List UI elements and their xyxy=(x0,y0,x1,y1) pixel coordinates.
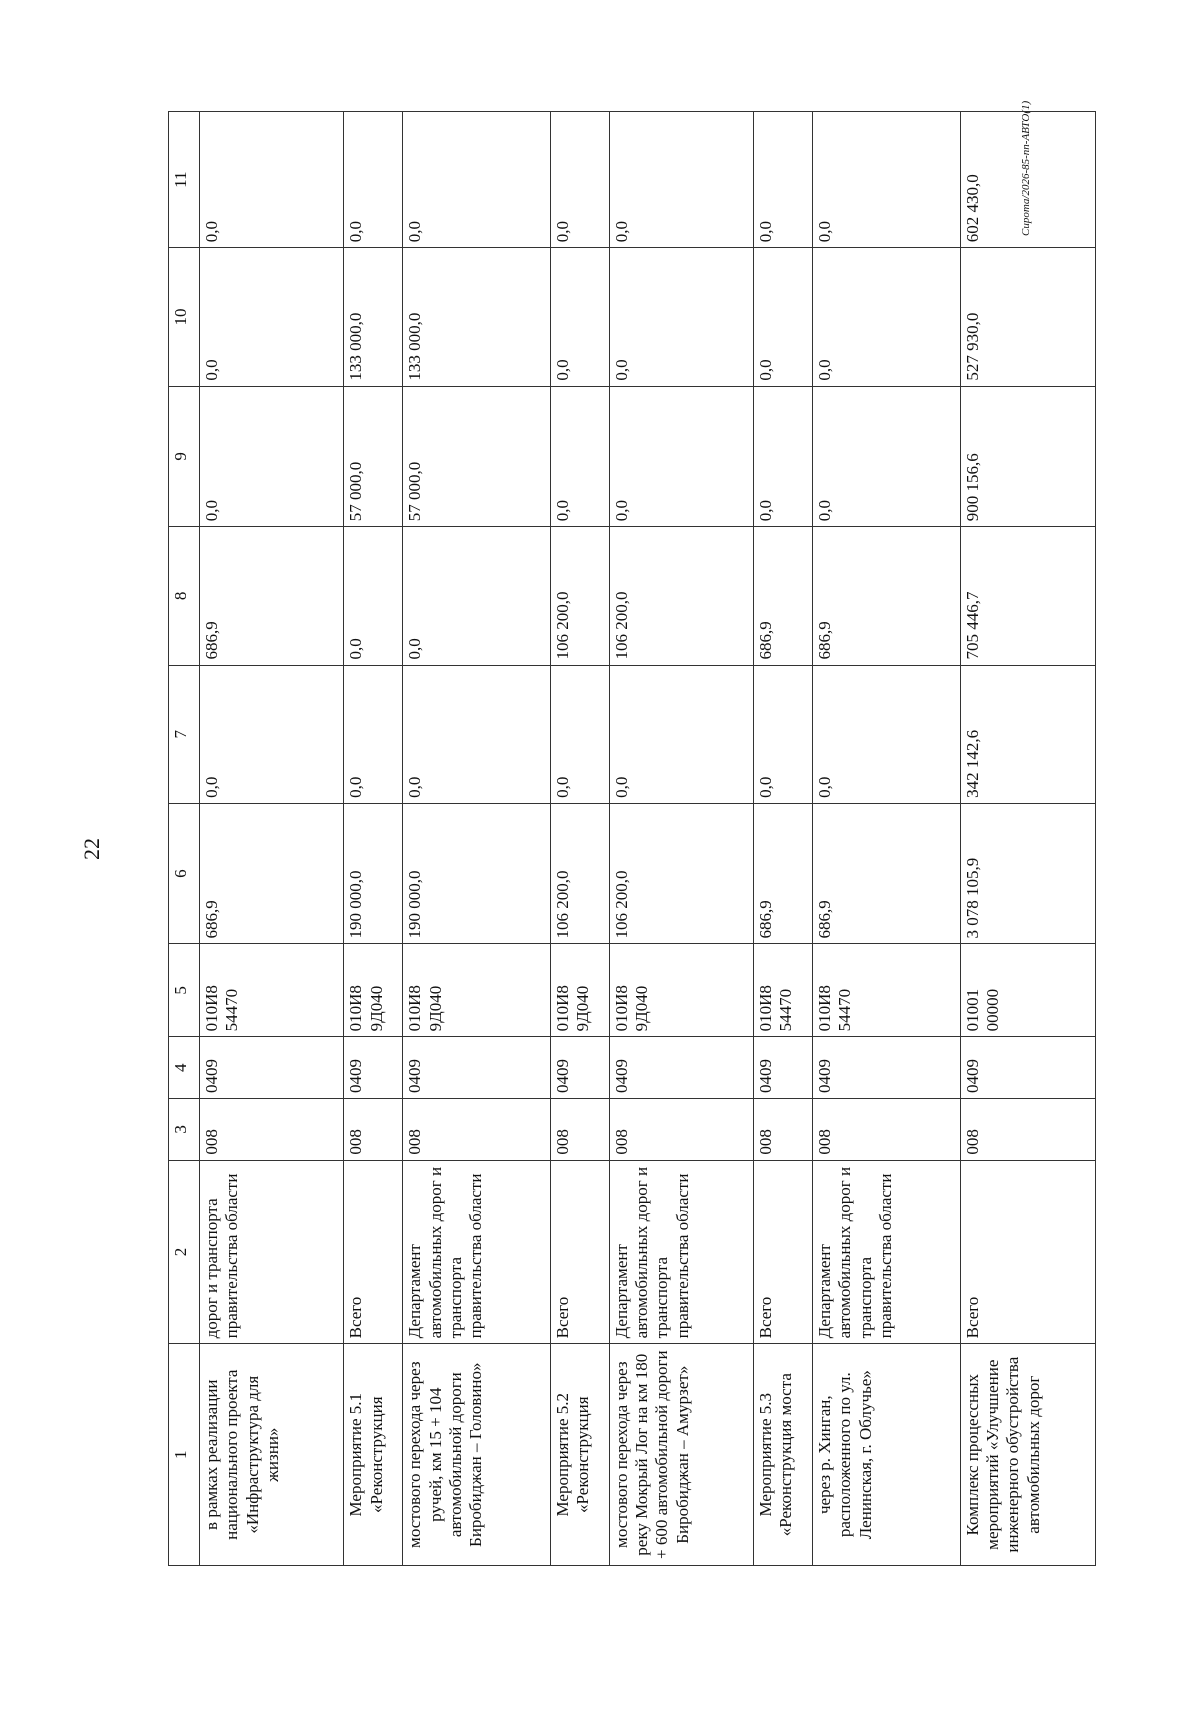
table-row xyxy=(960,112,1096,1566)
table-cell: 0409 xyxy=(960,1037,1096,1099)
budget-table-container xyxy=(168,111,1096,1566)
table-cell: 008 xyxy=(403,1099,551,1161)
table-cell: 900 156,6 xyxy=(960,386,1096,527)
table-cell: 0,0 xyxy=(200,665,344,803)
table-cell: 686,9 xyxy=(200,803,344,944)
table-cell: 0,0 xyxy=(812,386,960,527)
table-cell: 686,9 xyxy=(200,527,344,665)
table-cell: 0,0 xyxy=(550,112,609,248)
table-cell: 106 200,0 xyxy=(609,803,753,944)
table-cell: 010И8 9Д040 xyxy=(609,944,753,1037)
header-cell: 9 xyxy=(169,386,200,527)
table-cell: 57 000,0 xyxy=(403,386,551,527)
header-cell: 11 xyxy=(169,112,200,248)
table-cell: дорог и транспорта правительства области xyxy=(200,1160,344,1344)
table-cell: 008 xyxy=(609,1099,753,1161)
table-cell: 0409 xyxy=(754,1037,813,1099)
table-cell: 190 000,0 xyxy=(403,803,551,944)
table-cell: 106 200,0 xyxy=(609,527,753,665)
table-cell: 0,0 xyxy=(812,112,960,248)
header-cell: 2 xyxy=(169,1160,200,1344)
table-cell: Мероприятие 5.3 «Реконструкция моста xyxy=(754,1344,813,1566)
table-cell: 527 930,0 xyxy=(960,248,1096,386)
table-cell: в рамках реализации национального проекта «Инфраструктура для жизни» xyxy=(200,1344,344,1566)
table-cell: 010И8 9Д040 xyxy=(403,944,551,1037)
table-cell: 0,0 xyxy=(550,248,609,386)
header-cell: 4 xyxy=(169,1037,200,1099)
table-cell: 0,0 xyxy=(200,112,344,248)
table-cell: 0,0 xyxy=(550,665,609,803)
table-cell: 010И8 54470 xyxy=(200,944,344,1037)
table-cell: 686,9 xyxy=(754,527,813,665)
table-cell: 008 xyxy=(754,1099,813,1161)
table-cell: 0,0 xyxy=(754,248,813,386)
table-cell: Всего xyxy=(550,1160,609,1344)
table-cell: 0,0 xyxy=(403,527,551,665)
table-cell: 686,9 xyxy=(754,803,813,944)
header-cell: 8 xyxy=(169,527,200,665)
table-cell: 0,0 xyxy=(344,527,403,665)
table-cell: 0,0 xyxy=(609,386,753,527)
table-cell: 0,0 xyxy=(754,386,813,527)
table-cell: 0409 xyxy=(609,1037,753,1099)
table-cell: Всего xyxy=(754,1160,813,1344)
table-cell: Департамент автомобильных дорог и транспорта правительства области xyxy=(403,1160,551,1344)
table-row xyxy=(200,112,344,1566)
table-cell: 0,0 xyxy=(609,248,753,386)
table-cell: Департамент автомобильных дорог и транспорта правительства области xyxy=(609,1160,753,1344)
header-cell: 5 xyxy=(169,944,200,1037)
table-cell: 0409 xyxy=(200,1037,344,1099)
table-cell: 0409 xyxy=(403,1037,551,1099)
table-cell: 57 000,0 xyxy=(344,386,403,527)
table-cell: 010И8 9Д040 xyxy=(344,944,403,1037)
table-cell: 686,9 xyxy=(812,803,960,944)
table-cell: 106 200,0 xyxy=(550,527,609,665)
table-cell: 0,0 xyxy=(812,665,960,803)
table-row xyxy=(812,112,960,1566)
table-cell: 0,0 xyxy=(754,112,813,248)
table-cell: 010И8 9Д040 xyxy=(550,944,609,1037)
table-cell: Комплекс процессных мероприятий «Улучшение инженерного обустройства автомобильных дорог xyxy=(960,1344,1096,1566)
table-cell: Всего xyxy=(344,1160,403,1344)
table-cell: Мероприятие 5.1 «Реконструкция xyxy=(344,1344,403,1566)
table-cell: 0,0 xyxy=(609,112,753,248)
table-cell: 0,0 xyxy=(812,248,960,386)
table-cell: 0,0 xyxy=(609,665,753,803)
table-cell: 010И8 54470 xyxy=(812,944,960,1037)
table-cell: 133 000,0 xyxy=(403,248,551,386)
table-cell: 0,0 xyxy=(344,665,403,803)
table-cell: 133 000,0 xyxy=(344,248,403,386)
table-cell: 008 xyxy=(960,1099,1096,1161)
table-cell: 0409 xyxy=(550,1037,609,1099)
header-cell: 1 xyxy=(169,1344,200,1566)
page-number: 22 xyxy=(79,838,104,860)
table-cell: 342 142,6 xyxy=(960,665,1096,803)
table-cell: 008 xyxy=(550,1099,609,1161)
header-cell: 10 xyxy=(169,248,200,386)
table-cell: 190 000,0 xyxy=(344,803,403,944)
table-cell: 0409 xyxy=(812,1037,960,1099)
header-cell: 6 xyxy=(169,803,200,944)
table-cell: 602 430,0 xyxy=(960,112,1096,248)
table-cell: 0,0 xyxy=(754,665,813,803)
table-row xyxy=(403,112,551,1566)
table-cell: Мероприятие 5.2 «Реконструкция xyxy=(550,1344,609,1566)
table-cell: 705 446,7 xyxy=(960,527,1096,665)
table-cell: мостового перехода через реку Мокрый Лог на км 180 + 600 автомобильной дороги Биробиджан – Амурзет» xyxy=(609,1344,753,1566)
budget-table xyxy=(168,111,1096,1566)
header-row xyxy=(169,112,200,1566)
table-cell: 0,0 xyxy=(403,665,551,803)
header-cell: 7 xyxy=(169,665,200,803)
table-cell: 0,0 xyxy=(344,112,403,248)
table-cell: Всего xyxy=(960,1160,1096,1344)
table-cell: 008 xyxy=(812,1099,960,1161)
table-cell: 0,0 xyxy=(550,386,609,527)
footer-code: Сирота/2026-85-пп-АВТО(1) xyxy=(1020,100,1032,236)
table-cell: Департамент автомобильных дорог и транспорта правительства области xyxy=(812,1160,960,1344)
table-cell: 008 xyxy=(200,1099,344,1161)
table-cell: мостового перехода через ручей, км 15 + 104 автомобильной дороги Биробиджан – Головино» xyxy=(403,1344,551,1566)
table-cell: 0,0 xyxy=(403,112,551,248)
table-cell: 686,9 xyxy=(812,527,960,665)
table-cell: 106 200,0 xyxy=(550,803,609,944)
table-cell: 0409 xyxy=(344,1037,403,1099)
table-cell: 01001 00000 xyxy=(960,944,1096,1037)
table-cell: 0,0 xyxy=(200,386,344,527)
table-cell: 008 xyxy=(344,1099,403,1161)
table-cell: 3 078 105,9 xyxy=(960,803,1096,944)
table-cell: 010И8 54470 xyxy=(754,944,813,1037)
header-cell: 3 xyxy=(169,1099,200,1161)
table-row xyxy=(754,112,813,1566)
table-cell: через р. Хинган, расположенного по ул. Ленинская, г. Облучье» xyxy=(812,1344,960,1566)
table-cell: 0,0 xyxy=(200,248,344,386)
table-row xyxy=(609,112,753,1566)
table-row xyxy=(550,112,609,1566)
table-row xyxy=(344,112,403,1566)
